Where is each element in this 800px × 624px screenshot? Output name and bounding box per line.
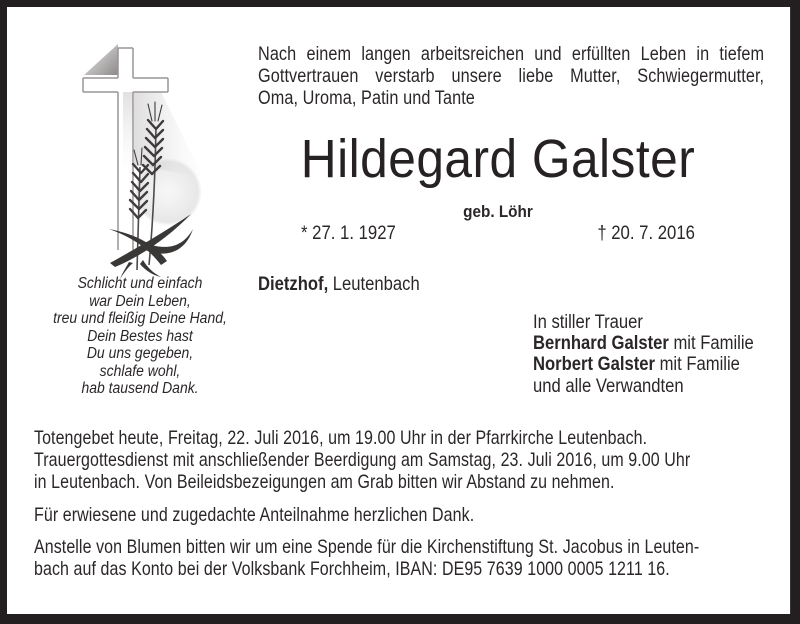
- mourning-header: In stiller Trauer: [533, 312, 643, 333]
- poem-line: Dein Bestes hast: [87, 327, 193, 345]
- service-line: in Leutenbach. Von Beileidsbezeigungen am Grab bitten wir Abstand zu nehmen.: [34, 471, 615, 493]
- intro-line: Oma, Uroma, Patin und Tante: [258, 88, 475, 109]
- mourner-line: [533, 354, 796, 375]
- place-line: [258, 274, 420, 296]
- thanks-line: Für erwiesene und zugedachte Anteilnahme herzlichen Dank.: [34, 504, 475, 526]
- mourner-name: Bernhard Galster: [533, 333, 669, 355]
- service-line: Totengebet heute, Freitag, 22. Juli 2016, um 19.00 Uhr in der Pfarrkirche Leutenbach.: [34, 427, 648, 449]
- service-info: [34, 427, 756, 493]
- intro-paragraph: [258, 44, 764, 110]
- poem-line: war Dein Leben,: [89, 292, 191, 310]
- poem-line: Du uns gegeben,: [86, 345, 194, 362]
- poem-line: Schlicht und einfach: [77, 275, 203, 292]
- service-line: Trauergottesdienst mit anschließender Beerdigung am Samstag, 23. Juli 2016, um 9.00 Uhr: [34, 449, 691, 471]
- beam-inner-shading: [123, 92, 133, 172]
- place-name: Dietzhof,: [258, 274, 329, 295]
- poem-line: schlafe wohl,: [99, 362, 181, 380]
- life-dates-row: [301, 223, 695, 245]
- donation-line: bach auf das Konto bei der Volksbank Forchheim, IBAN: DE95 7639 1000 0005 1211 16.: [34, 558, 670, 580]
- poem-line: treu und fleißig Deine Hand,: [53, 310, 227, 327]
- intro-line: Gottvertrauen verstarb unsere liebe Mutter, Schwiegermutter,: [258, 66, 765, 87]
- mourning-block: [533, 312, 796, 397]
- mourner-line: [533, 333, 796, 354]
- place-region: Leutenbach: [328, 274, 420, 295]
- cross-right-shading: [134, 92, 203, 177]
- mourner-suffix: mit Familie: [668, 333, 754, 355]
- donation-info: [34, 536, 776, 580]
- deceased-name: Hildegard Galster: [300, 129, 696, 189]
- mourner-name: Norbert Galster: [533, 354, 655, 376]
- mourners-extra: und alle Verwandten: [533, 375, 684, 397]
- poem-line: hab tausend Dank.: [81, 380, 199, 397]
- donation-line: Anstelle von Blumen bitten wir um eine Spende für die Kirchenstiftung St. Jacobus in Leuten-: [34, 536, 700, 558]
- mourner-suffix: mit Familie: [654, 354, 740, 376]
- memorial-poem: [23, 275, 257, 398]
- death-notice-card: [7, 7, 791, 614]
- cross-corner-shading: [84, 44, 118, 75]
- wheat-leaves: [109, 214, 193, 279]
- death-date: † 20. 7. 2016: [597, 223, 695, 244]
- intro-line: Nach einem langen arbeitsreichen und erfüllten Leben in tiefem: [258, 44, 765, 65]
- maiden-name: geb. Löhr: [463, 202, 533, 221]
- birth-date: * 27. 1. 1927: [301, 223, 396, 244]
